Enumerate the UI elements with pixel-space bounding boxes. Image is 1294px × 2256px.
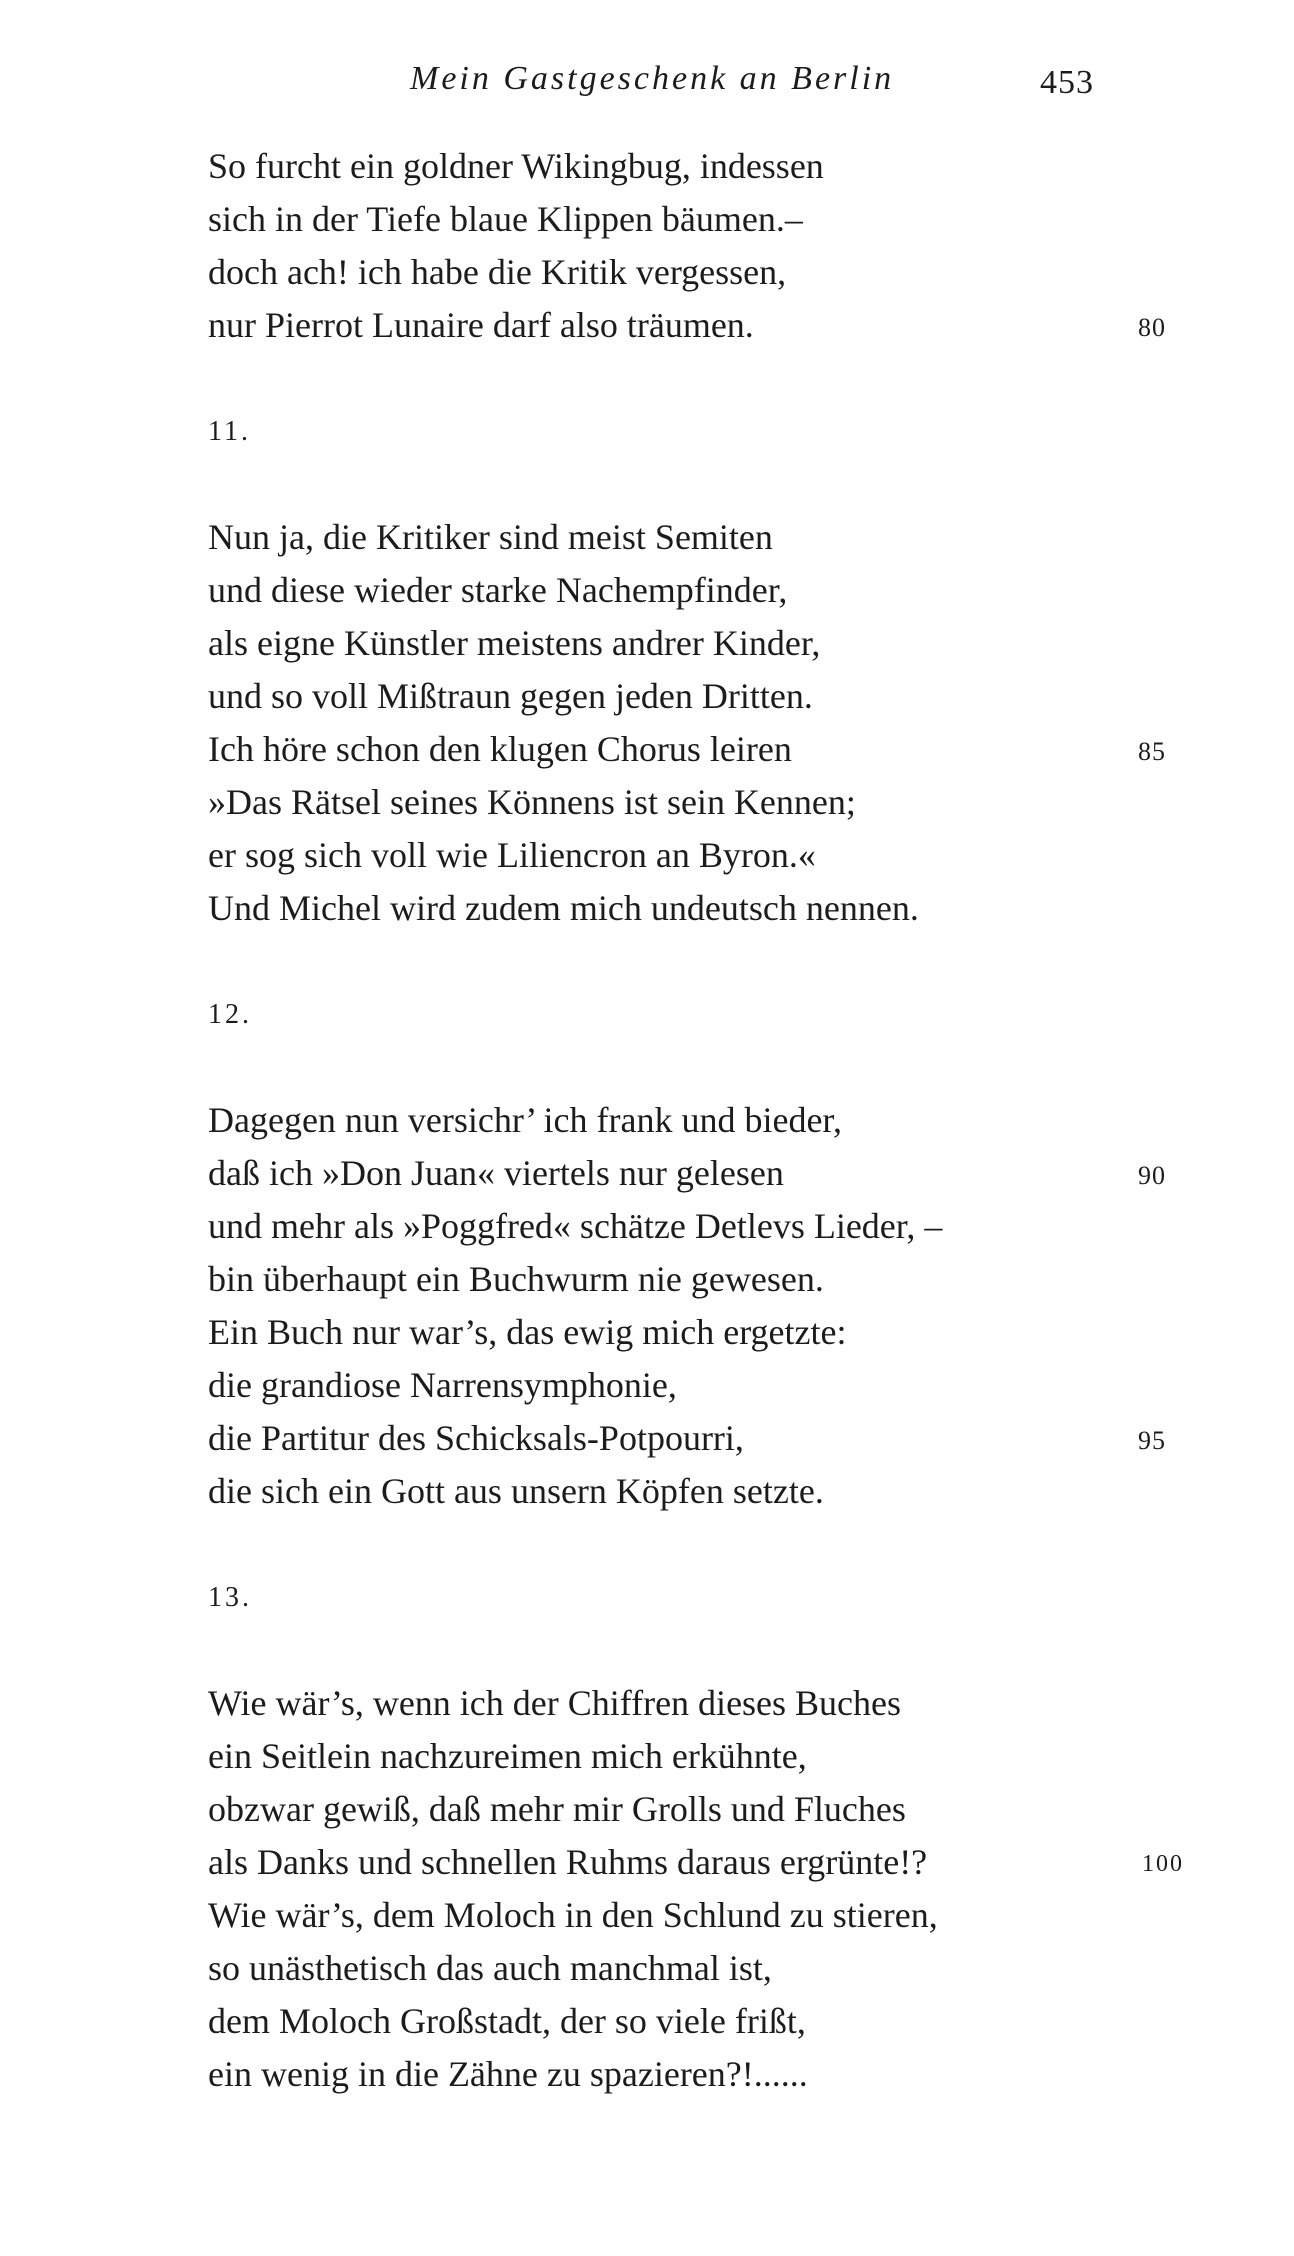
- verse-text: die grandiose Narrensymphonie,: [208, 1365, 677, 1405]
- stanza: [208, 140, 1208, 352]
- verse-line: [208, 1836, 1208, 1889]
- verse-line: [208, 723, 1208, 776]
- verse-text: Und Michel wird zudem mich undeutsch nennen.: [208, 888, 919, 928]
- verse-text: die Partitur des Schicksals-Potpourri,: [208, 1418, 744, 1458]
- verse-line: [208, 1942, 1208, 1995]
- verse-line: [208, 1359, 1208, 1412]
- verse-line: [208, 1889, 1208, 1942]
- verse-text: bin überhaupt ein Buchwurm nie gewesen.: [208, 1259, 824, 1299]
- stanza-number: 11.: [208, 416, 251, 447]
- verse-line: [208, 617, 1208, 670]
- verse-line: [208, 140, 1208, 193]
- stanza: [208, 511, 1208, 935]
- verse-line: [208, 246, 1208, 299]
- verse-line: [208, 776, 1208, 829]
- verse-line: [208, 1465, 1208, 1518]
- verse-text: Nun ja, die Kritiker sind meist Semiten: [208, 517, 773, 557]
- poem-text: [208, 140, 1208, 2101]
- verse-text: und diese wieder starke Nachempfinder,: [208, 570, 788, 610]
- line-number: 90: [1138, 1161, 1166, 1190]
- stanza-number: 12.: [208, 999, 252, 1030]
- page-number: 453: [1040, 64, 1094, 101]
- verse-text: Dagegen nun versichr’ ich frank und bieder,: [208, 1100, 842, 1140]
- verse-text: daß ich »Don Juan« viertels nur gelesen: [208, 1153, 784, 1193]
- verse-line: [208, 1783, 1208, 1836]
- verse-text: sich in der Tiefe blaue Klippen bäumen.–: [208, 199, 803, 239]
- verse-line: [208, 1306, 1208, 1359]
- verse-line: [208, 193, 1208, 246]
- verse-line: [208, 882, 1208, 935]
- verse-text: obzwar gewiß, daß mehr mir Grolls und Fluches: [208, 1789, 906, 1829]
- verse-text: als eigne Künstler meistens andrer Kinder,: [208, 623, 821, 663]
- stanza: [208, 1094, 1208, 1518]
- line-number: 85: [1138, 737, 1166, 766]
- verse-line: [208, 1094, 1208, 1147]
- verse-text: So furcht ein goldner Wikingbug, indessen: [208, 146, 824, 186]
- verse-text: dem Moloch Großstadt, der so viele frißt,: [208, 2001, 806, 2041]
- verse-text: ein wenig in die Zähne zu spazieren?!......: [208, 2054, 808, 2094]
- verse-line: [208, 2048, 1208, 2101]
- line-number: 80: [1138, 313, 1166, 342]
- verse-line: [208, 1995, 1208, 2048]
- verse-line: [208, 511, 1208, 564]
- verse-line: [208, 1677, 1208, 1730]
- verse-text: die sich ein Gott aus unsern Köpfen setzte.: [208, 1471, 824, 1511]
- verse-text: Ein Buch nur war’s, das ewig mich ergetzte:: [208, 1312, 847, 1352]
- verse-line: [208, 1412, 1208, 1465]
- verse-text: »Das Rätsel seines Könnens ist sein Kennen;: [208, 782, 856, 822]
- stanza: [208, 1677, 1208, 2101]
- verse-line: [208, 1730, 1208, 1783]
- verse-text: Wie wär’s, dem Moloch in den Schlund zu stieren,: [208, 1895, 938, 1935]
- running-head: [0, 56, 1294, 106]
- stanza-number: 13.: [208, 1582, 252, 1613]
- line-number: 95: [1138, 1426, 1166, 1455]
- verse-line: [208, 1200, 1208, 1253]
- verse-text: Wie wär’s, wenn ich der Chiffren dieses Buches: [208, 1683, 902, 1723]
- line-number: 100: [1142, 1851, 1184, 1877]
- verse-line: [208, 564, 1208, 617]
- verse-text: doch ach! ich habe die Kritik vergessen,: [208, 252, 787, 292]
- verse-text: Ich höre schon den klugen Chorus leiren: [208, 729, 792, 769]
- verse-line: [208, 1147, 1208, 1200]
- verse-text: ein Seitlein nachzureimen mich erkühnte,: [208, 1736, 807, 1776]
- verse-text: als Danks und schnellen Ruhms daraus ergrünte!?: [208, 1842, 928, 1882]
- running-title: Mein Gastgeschenk an Berlin: [410, 60, 895, 97]
- verse-text: er sog sich voll wie Liliencron an Byron.«: [208, 835, 816, 875]
- verse-text: so unästhetisch das auch manchmal ist,: [208, 1948, 772, 1988]
- verse-line: [208, 670, 1208, 723]
- verse-line: [208, 829, 1208, 882]
- verse-line: [208, 299, 1208, 352]
- verse-text: und mehr als »Poggfred« schätze Detlevs Lieder, –: [208, 1206, 943, 1246]
- verse-line: [208, 1253, 1208, 1306]
- verse-text: und so voll Mißtraun gegen jeden Dritten.: [208, 676, 813, 716]
- verse-text: nur Pierrot Lunaire darf also träumen.: [208, 305, 754, 345]
